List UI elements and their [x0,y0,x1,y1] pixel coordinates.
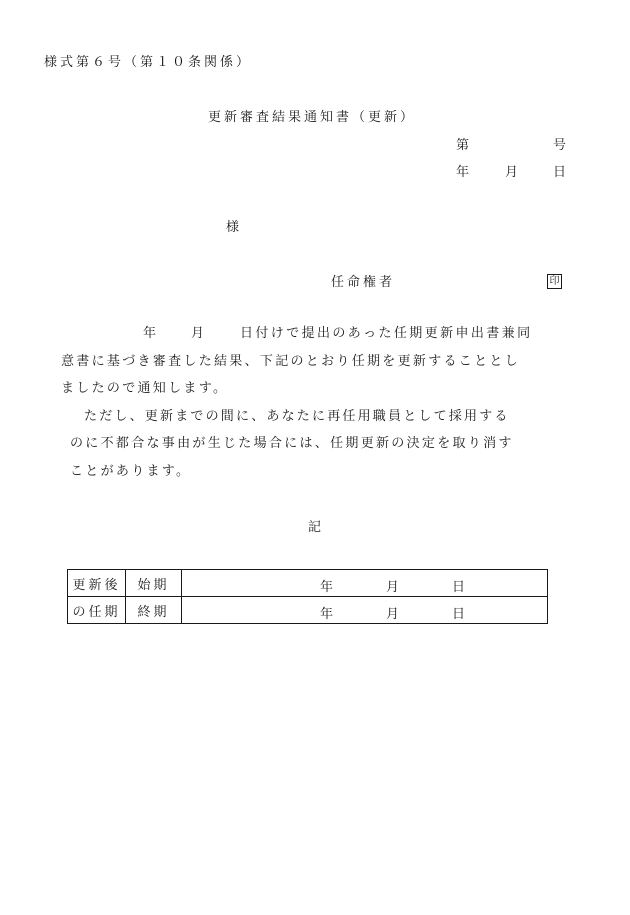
body-line-1: 日付けで提出のあった任期更新申出書兼同 [240,326,533,341]
end-date-cell[interactable] [182,597,548,624]
body-line-3: ましたので通知します。 [61,381,229,396]
form-number: 様式第６号（第１０条関係） [44,55,253,70]
start-day: 日 [452,580,469,595]
end-label: 終期 [126,597,182,624]
date-year: 年 [456,165,473,180]
number-suffix: 号 [553,138,570,153]
start-date-cell[interactable] [182,570,548,597]
row-header-bottom: の任期 [68,597,126,624]
end-day: 日 [452,607,469,622]
start-label: 始期 [126,570,182,597]
body-line-4: ただし、更新までの間に、あなたに再任用職員として採用する [84,409,510,424]
body-line-2: 意書に基づき審査した結果、下記のとおり任期を更新することとし [61,354,521,369]
start-month: 月 [386,580,403,595]
ki-heading: 記 [308,520,325,535]
end-year: 年 [320,607,337,622]
body-month: 月 [191,326,208,341]
start-year: 年 [320,580,337,595]
row-header-top: 更新後 [68,570,126,597]
table-row [68,597,548,624]
body-line-5: のに不都合な事由が生じた場合には、任期更新の決定を取り消す [70,436,514,451]
seal-mark: 印 [547,274,562,289]
table-row [68,570,548,597]
body-year: 年 [143,326,160,341]
term-table [67,569,548,624]
document-title: 更新審査結果通知書（更新） [208,110,417,125]
body-line-6: ことがあります。 [70,464,192,479]
end-month: 月 [386,607,403,622]
date-month: 月 [505,165,522,180]
appointer-label: 任命権者 [331,275,396,290]
number-prefix: 第 [456,138,473,153]
date-day: 日 [553,165,570,180]
addressee-suffix: 様 [226,220,243,235]
